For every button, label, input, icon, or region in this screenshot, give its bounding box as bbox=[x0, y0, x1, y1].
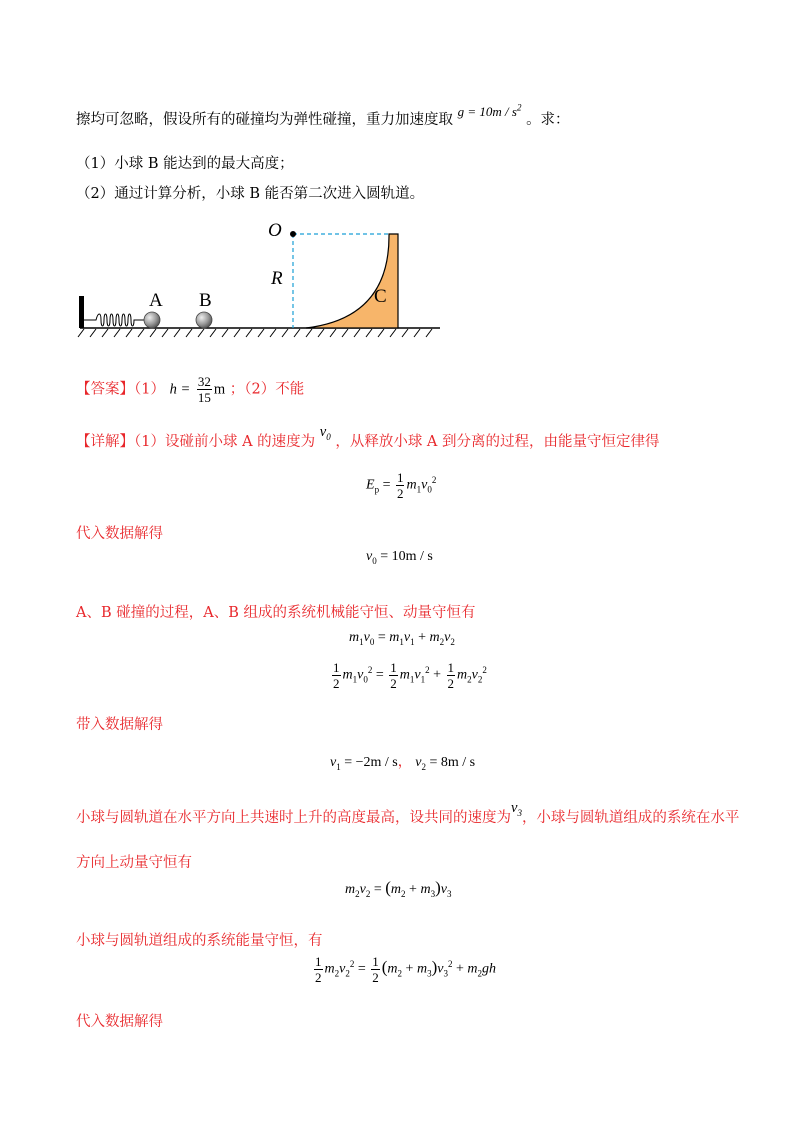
spring bbox=[84, 314, 144, 326]
detail-line-1 bbox=[76, 424, 660, 452]
label-b: B bbox=[199, 290, 212, 311]
label-c: C bbox=[374, 286, 387, 307]
equation-energy-2: $\frac{1}{2}$ $m_2v_2^2$ = $\frac{1}{2}$ $(m_2 + m_3)v_3^2 + m_2gh$ bbox=[315, 954, 496, 985]
block-c bbox=[306, 234, 398, 328]
detail-tag: 【详解】 bbox=[76, 434, 134, 450]
detail-text-a: （1）设碰前小球 A 的速度为 bbox=[134, 434, 316, 450]
answer-h: h = bbox=[169, 381, 191, 398]
detail-text-3b: ，小球与圆轨道组成的系统在水平 bbox=[521, 810, 740, 826]
wall bbox=[79, 296, 84, 328]
equation-v0: $v_0 = 10m / s$ bbox=[366, 549, 433, 566]
v1-result: = −2m / s bbox=[344, 755, 398, 770]
question-1: （1）小球 B 能达到的最大高度； bbox=[76, 156, 294, 172]
answer-fraction: $\frac{32}{15}$ bbox=[197, 374, 211, 405]
substitute-line-3: 代入数据解得 bbox=[76, 1014, 163, 1030]
comma: ， bbox=[397, 755, 412, 770]
intro-text: 擦均可忽略，假设所有的碰撞均为弹性碰撞，重力加速度取 bbox=[76, 112, 453, 128]
equation-energy: $E_p$ = $\frac{1}{2}$ $m_1v_0^2$ bbox=[366, 470, 437, 501]
detail-text-b: ，从释放小球 A 到分离的过程，由能量守恒定律得 bbox=[335, 434, 660, 450]
ground-hatch bbox=[78, 329, 432, 337]
v0-result: = 10m / s bbox=[380, 549, 433, 564]
detail-text-3a: 小球与圆轨道在水平方向上共速时上升的高度最高，设共同的速度为 bbox=[76, 810, 511, 826]
substitute-line-1: 代入数据解得 bbox=[76, 526, 163, 542]
v0-symbol: $v_0$ bbox=[319, 424, 331, 442]
substitute-line-2: 带入数据解得 bbox=[76, 717, 163, 733]
collision-line: A、B 碰撞的过程，A、B 组成的系统机械能守恒、动量守恒有 bbox=[76, 605, 476, 621]
question-2: （2）通过计算分析，小球 B 能否第二次进入圆轨道。 bbox=[76, 186, 425, 202]
answer-line bbox=[76, 374, 304, 405]
intro-end: 。求： bbox=[526, 112, 570, 128]
detail-line-3 bbox=[76, 800, 740, 828]
label-a: A bbox=[149, 290, 163, 311]
physics-figure bbox=[0, 0, 800, 345]
label-r: R bbox=[271, 268, 283, 289]
v3-symbol: $v_3$ bbox=[511, 800, 522, 818]
ball-a bbox=[144, 312, 160, 328]
equation-kinetic: $\frac{1}{2}$ $m_1v_0^2$ = $\frac{1}{2}$ $m_1v_1^2$ + $\frac{1}{2}$ $m_2v_2^2$ bbox=[333, 660, 487, 691]
answer-part2: ；（2）不能 bbox=[229, 381, 305, 398]
detail-line-4: 小球与圆轨道组成的系统能量守恒，有 bbox=[76, 933, 323, 949]
equation-momentum: $m_1v_0 = m_1v_1 + m_2v_2$ bbox=[349, 630, 455, 647]
v2-result: = 8m / s bbox=[429, 755, 476, 770]
equation-v1-v2: $v_1 = -2m / s$， $v_2 = 8m / s$ bbox=[330, 755, 476, 772]
answer-unit: m bbox=[213, 381, 226, 398]
g-value: $g = 10m / s^2$ bbox=[457, 102, 522, 119]
answer-tag: 【答案】 bbox=[76, 381, 134, 398]
ball-b bbox=[196, 312, 212, 328]
center-point bbox=[290, 231, 296, 237]
equation-momentum-2: $m_2v_2 = (m_2 + m_3)v_3$ bbox=[345, 878, 452, 899]
detail-line-3c: 方向上动量守恒有 bbox=[76, 855, 192, 871]
answer-part1: （1） bbox=[134, 381, 165, 398]
label-o: O bbox=[268, 220, 282, 241]
